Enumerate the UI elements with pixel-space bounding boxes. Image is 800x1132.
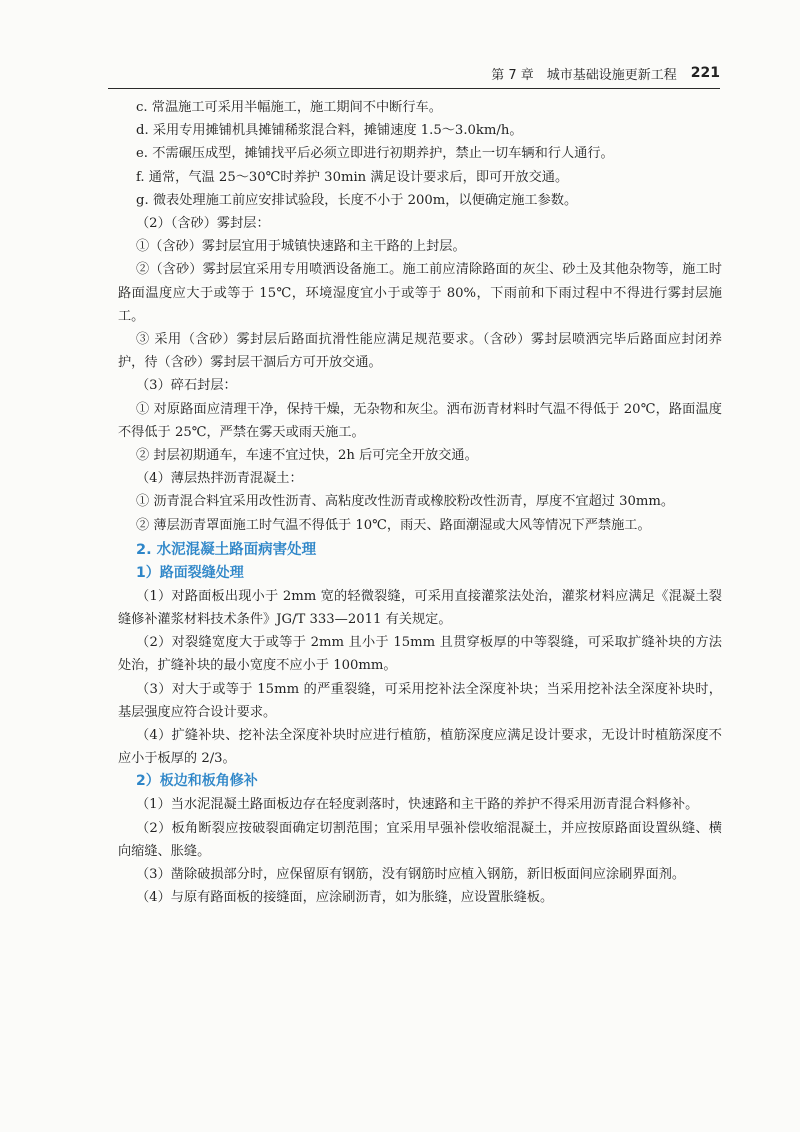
- paragraph: ① 对原路面应清理干净，保持干燥，无杂物和灰尘。洒布沥青材料时气温不得低于 20℃，路面温度不得低于 25℃，严禁在雾天或雨天施工。: [118, 401, 722, 440]
- subsection-heading: 1）路面裂缝处理: [136, 564, 244, 581]
- running-header: [108, 58, 720, 89]
- paragraph: g. 微表处理施工前应安排试验段，长度不小于 200m，以便确定施工参数。: [136, 192, 578, 208]
- paragraph: ①（含砂）雾封层宜用于城镇快速路和主干路的上封层。: [136, 239, 466, 255]
- paragraph: （4）与原有路面板的接缝面，应涂刷沥青，如为胀缝，应设置胀缝板。: [136, 890, 554, 906]
- paragraph: （4）扩缝补块、挖补法全深度补块时应进行植筋，植筋深度应满足设计要求，无设计时植筋深度不应小于板厚的 2/3。: [118, 728, 722, 767]
- paragraph: （3）对大于或等于 15mm 的严重裂缝，可采用挖补法全深度补块；当采用挖补法全深度补块时，基层强度应符合设计要求。: [118, 681, 722, 720]
- paragraph: c. 常温施工可采用半幅施工，施工期间不中断行车。: [136, 100, 442, 115]
- paragraph: d. 采用专用摊铺机具摊铺稀浆混合料，摊铺速度 1.5～3.0km/h。: [136, 123, 523, 139]
- paragraph: （2）板角断裂应按破裂面确定切割范围；宜采用早强补偿收缩混凝土，并应按原路面设置纵缝、横向缩缝、胀缝。: [118, 820, 722, 859]
- paragraph: ① 沥青混合料宜采用改性沥青、高粘度改性沥青或橡胶粉改性沥青，厚度不宜超过 30mm。: [136, 494, 675, 510]
- paragraph: （3）碎石封层：: [136, 378, 237, 394]
- paragraph: ③ 采用（含砂）雾封层后路面抗滑性能应满足规范要求。（含砂）雾封层喷洒完毕后路面应封闭养护，待（含砂）雾封层干涸后方可开放交通。: [118, 332, 722, 371]
- paragraph: （3）凿除破损部分时，应保留原有钢筋，没有钢筋时应植入钢筋，新旧板面间应涂刷界面剂。: [136, 867, 686, 883]
- paragraph: f. 通常，气温 25～30℃时养护 30min 满足设计要求后，即可开放交通。: [136, 169, 569, 185]
- paragraph: ② 封层初期通车，车速不宜过快，2h 后可完全开放交通。: [136, 448, 478, 464]
- page-body: [118, 96, 722, 910]
- page-number: 221: [690, 65, 720, 81]
- paragraph: （1）对路面板出现小于 2mm 宽的轻微裂缝，可采用直接灌浆法处治，灌浆材料应满足《混凝土裂缝修补灌浆材料技术条件》JG/T 333—2011 有关规定。: [118, 588, 722, 628]
- paragraph: （2）对裂缝宽度大于或等于 2mm 且小于 15mm 且贯穿板厚的中等裂缝，可采取扩缝补块的方法处治，扩缝补块的最小宽度不应小于 100mm。: [118, 635, 722, 674]
- chapter-title: 第 7 章 城市基础设施更新工程: [491, 67, 677, 83]
- paragraph: （4）薄层热拌沥青混凝土：: [136, 471, 303, 487]
- paragraph: ②（含砂）雾封层宜采用专用喷洒设备施工。施工前应清除路面的灰尘、砂土及其他杂物等，施工时路面温度应大于或等于 15℃，环境湿度宜小于或等于 80%，下雨前和下雨过程中不得进行雾封层施工。: [118, 262, 722, 324]
- paragraph: e. 不需碾压成型，摊铺找平后必须立即进行初期养护，禁止一切车辆和行人通行。: [136, 146, 614, 162]
- section-heading: 2. 水泥混凝土路面病害处理: [136, 541, 317, 558]
- paragraph: ② 薄层沥青罩面施工时气温不得低于 10℃，雨天、路面潮湿或大风等情况下严禁施工。: [136, 517, 651, 533]
- paragraph: （1）当水泥混凝土路面板边存在轻度剥落时，快速路和主干路的养护不得采用沥青混合料修补。: [136, 797, 699, 813]
- subsection-heading: 2）板边和板角修补: [136, 773, 258, 790]
- paragraph: （2）（含砂）雾封层：: [136, 216, 270, 232]
